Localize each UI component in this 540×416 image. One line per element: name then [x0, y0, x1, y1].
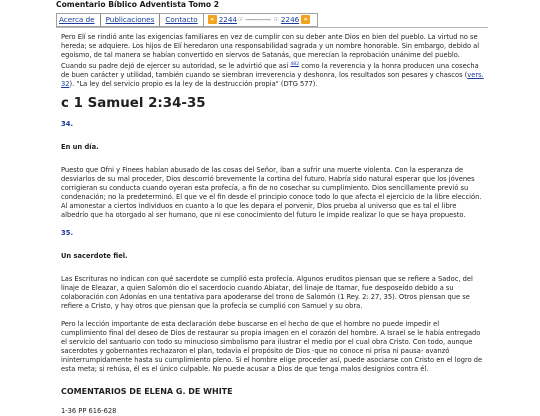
header-divider: [56, 27, 488, 28]
main-content: [61, 33, 485, 416]
verse-34-paragraph: Puesto que Ofni y Finees habían abusado de las cosas del Señor, iban a sufrir una muerte violenta. Con la esperanza de desviarlos de su mal proceder, Dios descorrió brevemente la cortina del futuro. Habría sido natural esperar que los jóvenes corrigieran su conducta cuando oyeran esta profecía, a fin de no cosechar su cumplimiento. Dios sencillamente previó su condenación; no la predeterminó. El que ve el fin desde el principio conoce todo lo que afecta el ejercicio de la libre elección. Al amonestar a ciertos individuos en cuanto a lo que les depara el porvenir, Dios prueba al universo que es tal el libre albedrío que ha otorgado al ser humano, que ni ese conocimiento del futuro le impide realizar lo que se haya propuesto.: [61, 166, 482, 220]
page-navigator: [204, 13, 319, 27]
page-dashes: ------------: [245, 15, 271, 24]
intro-text-b: como la reverencia y la honra producen una cosecha de buen carácter y utilidad, también cuando se siembran irreverencia y deshonra, los resultados son pesares y chascos (: [61, 62, 479, 80]
nav-contact-link[interactable]: Contacto: [165, 15, 198, 24]
nav-links: [56, 13, 204, 27]
section-heading: c 1 Samuel 2:34-35: [61, 96, 206, 112]
ellen-white-refs: 1-36 PP 616-628: [61, 407, 117, 416]
nav-separator: [100, 14, 101, 26]
next-page-marker: ☞: [273, 16, 279, 23]
prev-page-icon[interactable]: «: [208, 15, 217, 24]
nav-publications-link[interactable]: Publicaciones: [105, 15, 155, 24]
book-title: Comentario Bíblico Adventista Tomo 2: [56, 0, 220, 9]
verse-heading-35: Un sacerdote fiel.: [61, 252, 128, 261]
prev-page-link[interactable]: 2244: [218, 15, 238, 24]
next-page-icon[interactable]: »: [301, 15, 310, 24]
page-marker-link[interactable]: 482: [290, 62, 300, 67]
intro-text-c: ). "La ley del servicio propio es la ley de la destrucción propia" (DTG 577).: [69, 80, 318, 89]
nav-separator: [159, 14, 160, 26]
verse-35-paragraph-2: Pero la lección importante de esta declaración debe buscarse en el hecho de que el hombre no puede impedir el cumplimiento final del deseo de Dios de restaurar su propia imagen en el corazón del hombre. A Israel se le había entregado el servicio del santuario con todo su minucioso simbolismo para ilustrar el medio por el cual obra Cristo. Con todo, aunque sacerdotes y gobernantes rechazaron el plan, todavía el propósito de Dios -que no conoce ni prisa ni pausa- avanzó ininterrumpidamente hasta su cumplimiento pleno. Si el hombre elige proceder así, puede asociarse con Cristo en el logro de esta meta; si rehúsa, él es el único culpable. No puede acusar a Dios de que tenga malos designios contra él.: [61, 320, 483, 374]
verse-number-35: 35.: [61, 229, 74, 238]
intro-text-a: Pero Elí se rindió ante las exigencias familiares en vez de cumplir con su deber ante Dios en bien del pueblo. La virtud no se hereda; se adquiere. Los hijos de Elí heredaron una responsabilidad sagrada y un nombre honorable. Sin embargo, debido al egoísmo, de tal manera se habían convertido en siervos de Satanás, que merecían la reprobación unánime del pueblo. Cuando su padre dejó de ejercer su autoridad, se le advirtió que así: [61, 33, 480, 71]
prev-page-marker: ☞: [238, 16, 244, 23]
nav-about-link[interactable]: Acerca de: [59, 15, 95, 24]
nav-bar: [56, 12, 318, 27]
verse-number-34: 34.: [61, 120, 74, 129]
next-page-link[interactable]: 2246: [280, 15, 300, 24]
verse-ref-link[interactable]: vers. 32: [61, 71, 484, 89]
verse-heading-34: En un día.: [61, 143, 99, 152]
top-bar: [56, 0, 488, 27]
intro-paragraph: [61, 33, 485, 89]
ellen-white-heading: COMENTARIOS DE ELENA G. DE WHITE: [61, 387, 233, 397]
verse-35-paragraph-1: Las Escrituras no indican con qué sacerdote se cumplió esta profecía. Algunos eruditos piensan que se refiere a Sadoc, del linaje de Eleazar, a quien Salomón dio el sacerdocio cuando Abiatar, del linaje de Itamar, fue desposeído debido a su colaboración con Adonías en una tentativa para apoderarse del trono de Salomón (1 Rey. 2: 27, 35). Otros piensan que se refiere a Cristo, y hay otros que piensan que la profecía se cumplió con Samuel y su obra.: [61, 275, 473, 311]
